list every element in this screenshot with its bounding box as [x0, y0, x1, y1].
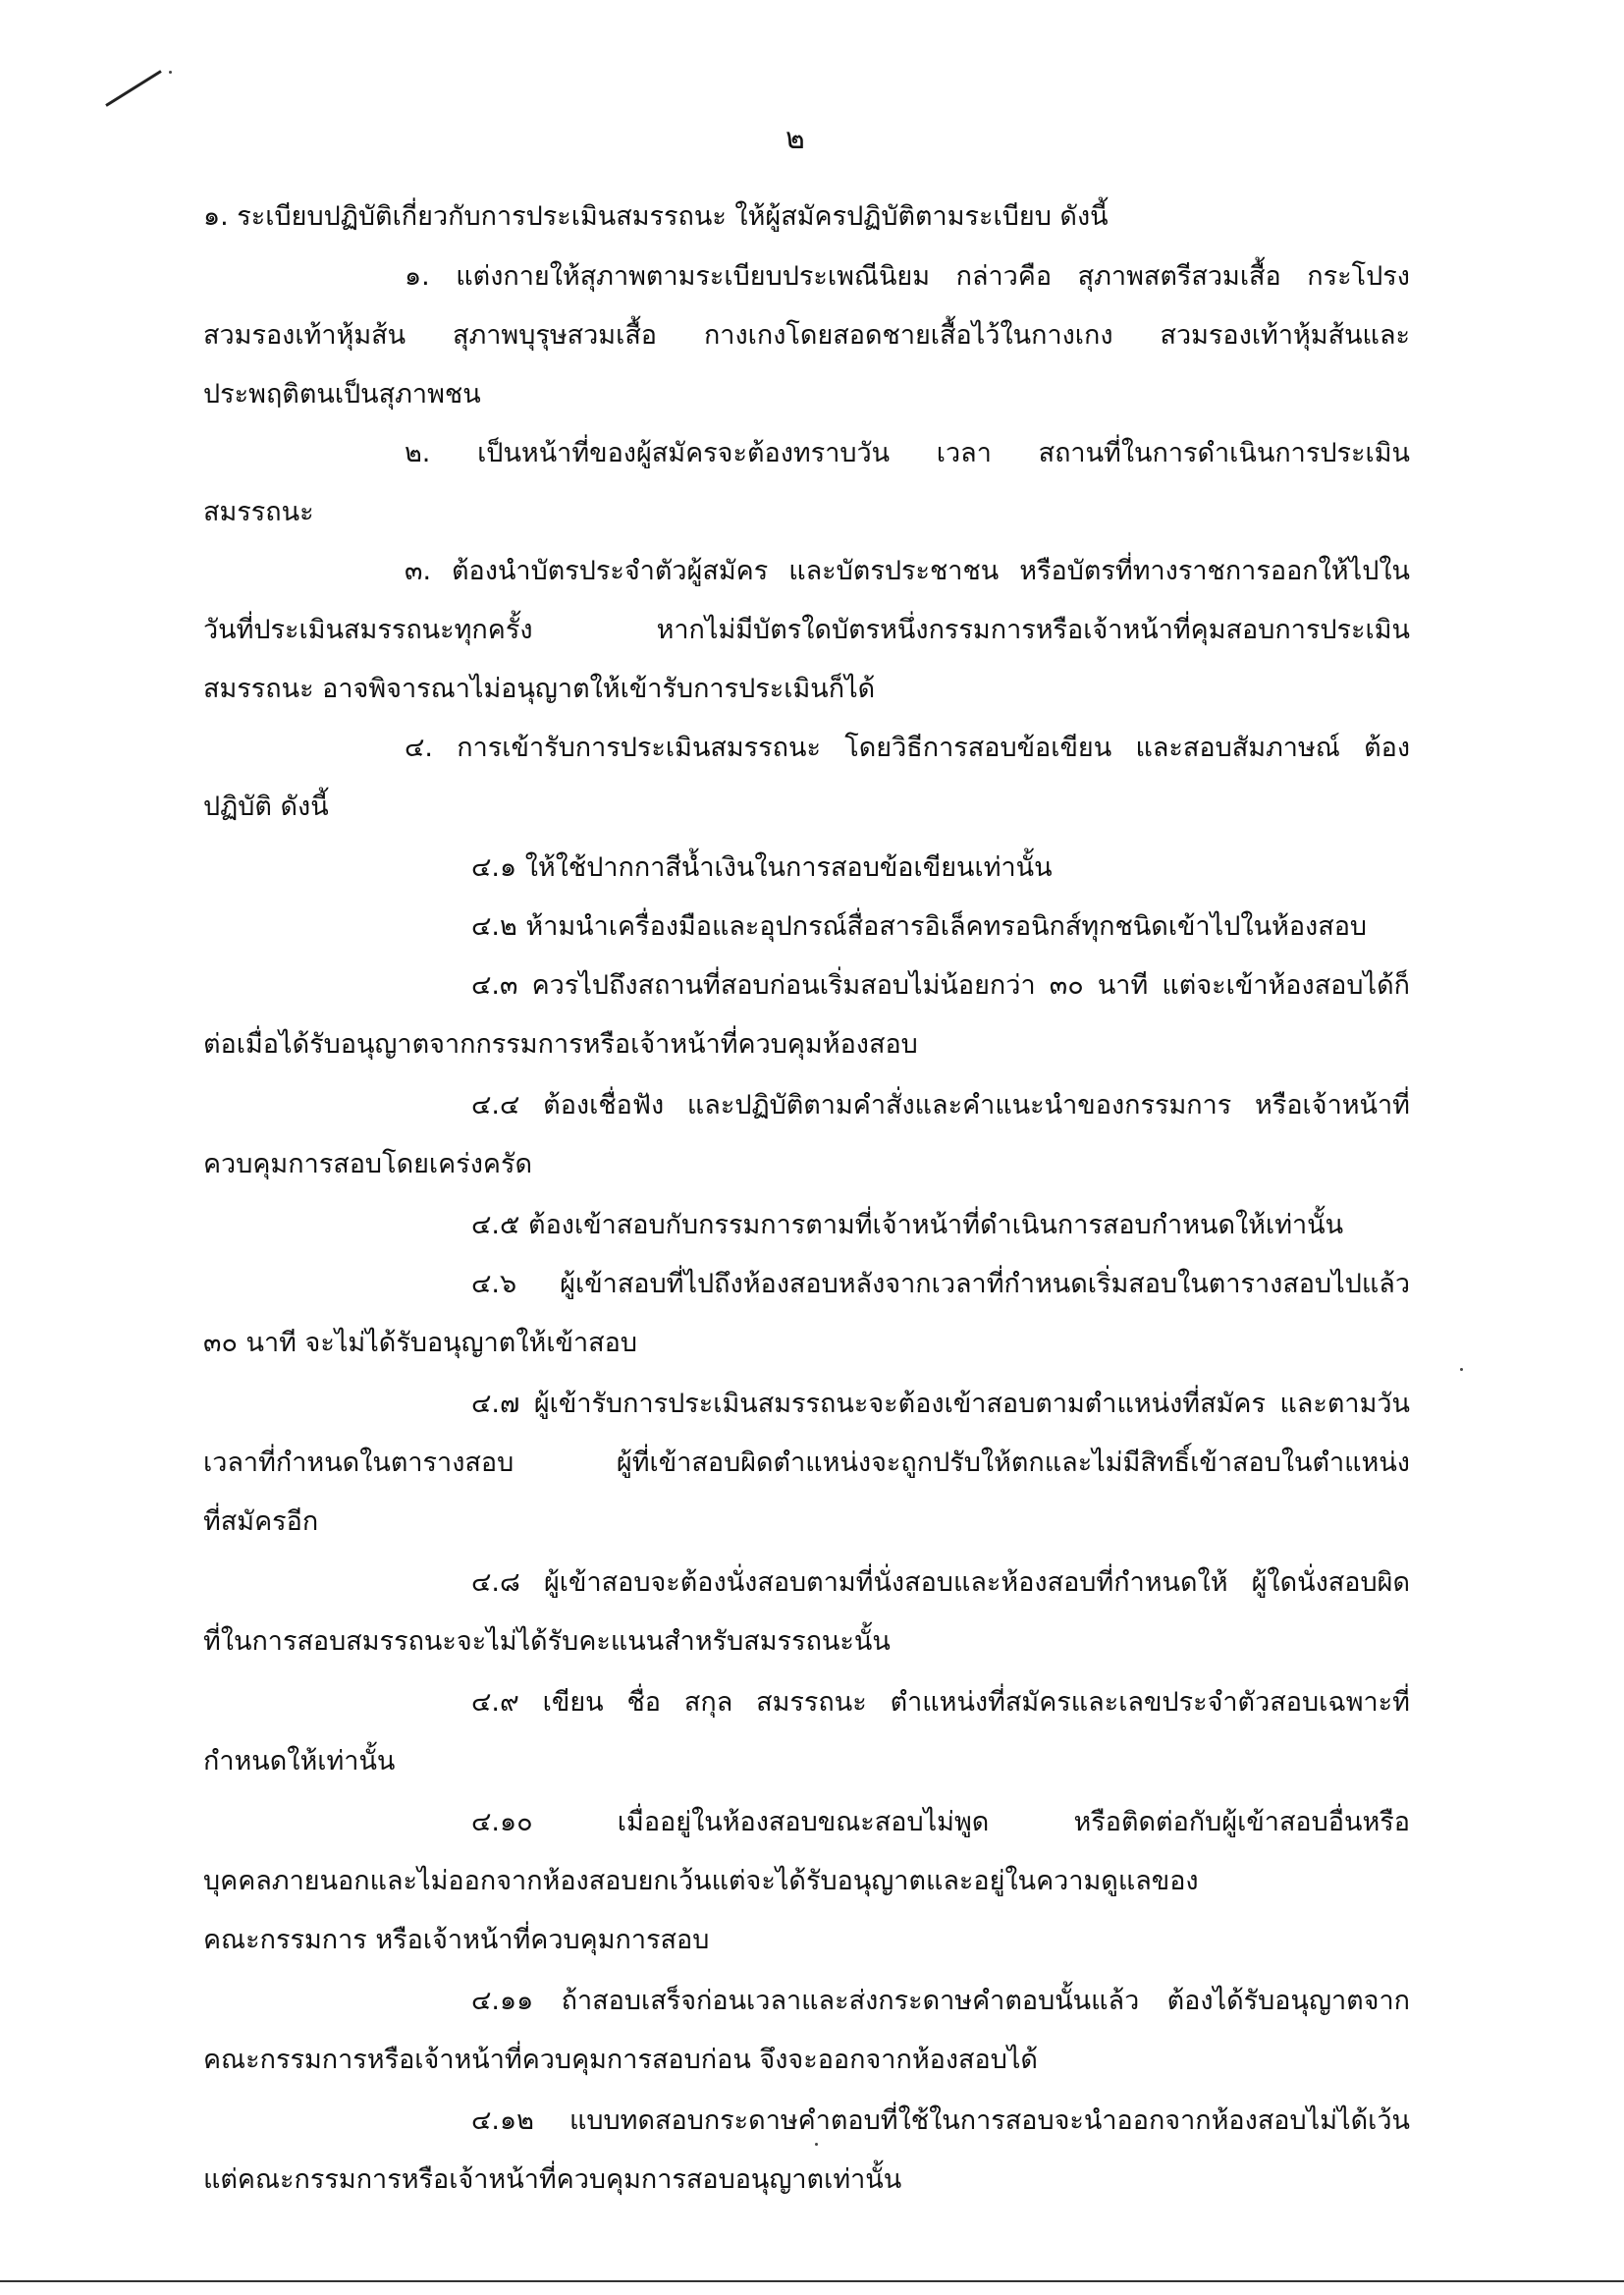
body-line: ๔.๑๐ เมื่ออยู่ในห้องสอบขณะสอบไม่พูด หรือติดต่อกับผู้เข้าสอบอื่นหรือ	[471, 1807, 1410, 1837]
pen-stroke-mark	[105, 70, 162, 107]
body-line: ๔. การเข้ารับการประเมินสมรรถนะ โดยวิธีการสอบข้อเขียน และสอบสัมภาษณ์ ต้อง	[405, 733, 1410, 763]
body-line: ๒. เป็นหน้าที่ของผู้สมัครจะต้องทราบวัน เวลา สถานที่ในการดำเนินการประเมิน	[405, 438, 1410, 468]
body-line: ต่อเมื่อได้รับอนุญาตจากกรรมการหรือเจ้าหน้าที่ควบคุมห้องสอบ	[203, 1029, 918, 1060]
body-line: ๔.๖ ผู้เข้าสอบที่ไปถึงห้องสอบหลังจากเวลาที่กำหนดเริ่มสอบในตารางสอบไปแล้ว	[471, 1269, 1410, 1299]
body-line: ๓. ต้องนำบัตรประจำตัวผู้สมัคร และบัตรประชาชน หรือบัตรที่ทางราชการออกให้ไปใน	[405, 556, 1410, 586]
body-line: ที่สมัครอีก	[203, 1506, 319, 1537]
body-line: ๑. แต่งกายให้สุภาพตามระเบียบประเพณีนิยม กล่าวคือ สุภาพสตรีสวมเสื้อ กระโปรง	[405, 261, 1410, 292]
body-line: คณะกรรมการหรือเจ้าหน้าที่ควบคุมการสอบก่อน จึงจะออกจากห้องสอบได้	[203, 2045, 1038, 2075]
body-line: ๔.๕ ต้องเข้าสอบกับกรรมการตามที่เจ้าหน้าที่ดำเนินการสอบกำหนดให้เท่านั้น	[471, 1210, 1344, 1240]
speck-mark	[815, 2143, 818, 2146]
section-heading: ๑. ระเบียบปฏิบัติเกี่ยวกับการประเมินสมรรถนะ ให้ผู้สมัครปฏิบัติตามระเบียบ ดังนี้	[203, 201, 1109, 232]
speck-mark	[169, 71, 172, 74]
body-line: ๔.๑๑ ถ้าสอบเสร็จก่อนเวลาและส่งกระดาษคำตอบนั้นแล้ว ต้องได้รับอนุญาตจาก	[471, 1986, 1410, 2016]
body-line: ควบคุมการสอบโดยเคร่งครัด	[203, 1149, 532, 1179]
body-line: ที่ในการสอบสมรรถนะจะไม่ได้รับคะแนนสำหรับสมรรถนะนั้น	[203, 1626, 891, 1657]
body-line: สมรรถนะ	[203, 497, 314, 527]
body-line: ปฏิบัติ ดังนี้	[203, 792, 329, 822]
body-line: ประพฤติตนเป็นสุภาพชน	[203, 379, 481, 410]
body-line: ๔.๙ เขียน ชื่อ สกุล สมรรถนะ ตำแหน่งที่สมัครและเลขประจำตัวสอบเฉพาะที่	[471, 1687, 1410, 1718]
body-line: ๔.๑๒ แบบทดสอบกระดาษคำตอบที่ใช้ในการสอบจะนำออกจากห้องสอบไม่ได้เว้น	[471, 2105, 1410, 2136]
body-line: ๔.๑ ให้ใช้ปากกาสีน้ำเงินในการสอบข้อเขียนเท่านั้น	[471, 852, 1053, 883]
body-line: กำหนดให้เท่านั้น	[203, 1746, 396, 1776]
body-line: เวลาที่กำหนดในตารางสอบ ผู้ที่เข้าสอบผิดตำแหน่งจะถูกปรับให้ตกและไม่มีสิทธิ์เข้าสอบในตำแหน่ง	[203, 1448, 1410, 1478]
page-number: ๒	[785, 122, 805, 156]
body-line: ๔.๒ ห้ามนำเครื่องมือและอุปกรณ์สื่อสารอิเล็คทรอนิกส์ทุกชนิดเข้าไปในห้องสอบ	[471, 911, 1368, 942]
body-line: แต่คณะกรรมการหรือเจ้าหน้าที่ควบคุมการสอบอนุญาตเท่านั้น	[203, 2164, 902, 2195]
body-line: ๔.๘ ผู้เข้าสอบจะต้องนั่งสอบตามที่นั่งสอบและห้องสอบที่กำหนดให้ ผู้ใดนั่งสอบผิด	[471, 1567, 1410, 1598]
body-line: ๔.๓ ควรไปถึงสถานที่สอบก่อนเริ่มสอบไม่น้อยกว่า ๓๐ นาที แต่จะเข้าห้องสอบได้ก็	[471, 970, 1410, 1001]
body-line: สวมรองเท้าหุ้มส้น สุภาพบุรุษสวมเสื้อ กางเกงโดยสอดชายเสื้อไว้ในกางเกง สวมรองเท้าหุ้มส้นและ	[203, 320, 1410, 351]
body-line: ๔.๔ ต้องเชื่อฟัง และปฏิบัติตามคำสั่งและคำแนะนำของกรรมการ หรือเจ้าหน้าที่	[471, 1090, 1410, 1120]
body-line: คณะกรรมการ หรือเจ้าหน้าที่ควบคุมการสอบ	[203, 1925, 710, 1955]
body-line: ๔.๗ ผู้เข้ารับการประเมินสมรรถนะจะต้องเข้าสอบตามตำแหน่งที่สมัคร และตามวัน	[471, 1389, 1410, 1419]
bottom-rule	[0, 2280, 1624, 2282]
body-line: บุคคลภายนอกและไม่ออกจากห้องสอบยกเว้นแต่จะได้รับอนุญาตและอยู่ในความดูแลของ	[203, 1866, 1199, 1896]
speck-mark	[1460, 1368, 1463, 1371]
body-line: วันที่ประเมินสมรรถนะทุกครั้ง หากไม่มีบัตรใดบัตรหนึ่งกรรมการหรือเจ้าหน้าที่คุมสอบการประเมิน	[203, 615, 1410, 645]
body-line: สมรรถนะ อาจพิจารณาไม่อนุญาตให้เข้ารับการประเมินก็ได้	[203, 674, 876, 704]
body-line: ๓๐ นาที จะไม่ได้รับอนุญาตให้เข้าสอบ	[203, 1328, 638, 1358]
